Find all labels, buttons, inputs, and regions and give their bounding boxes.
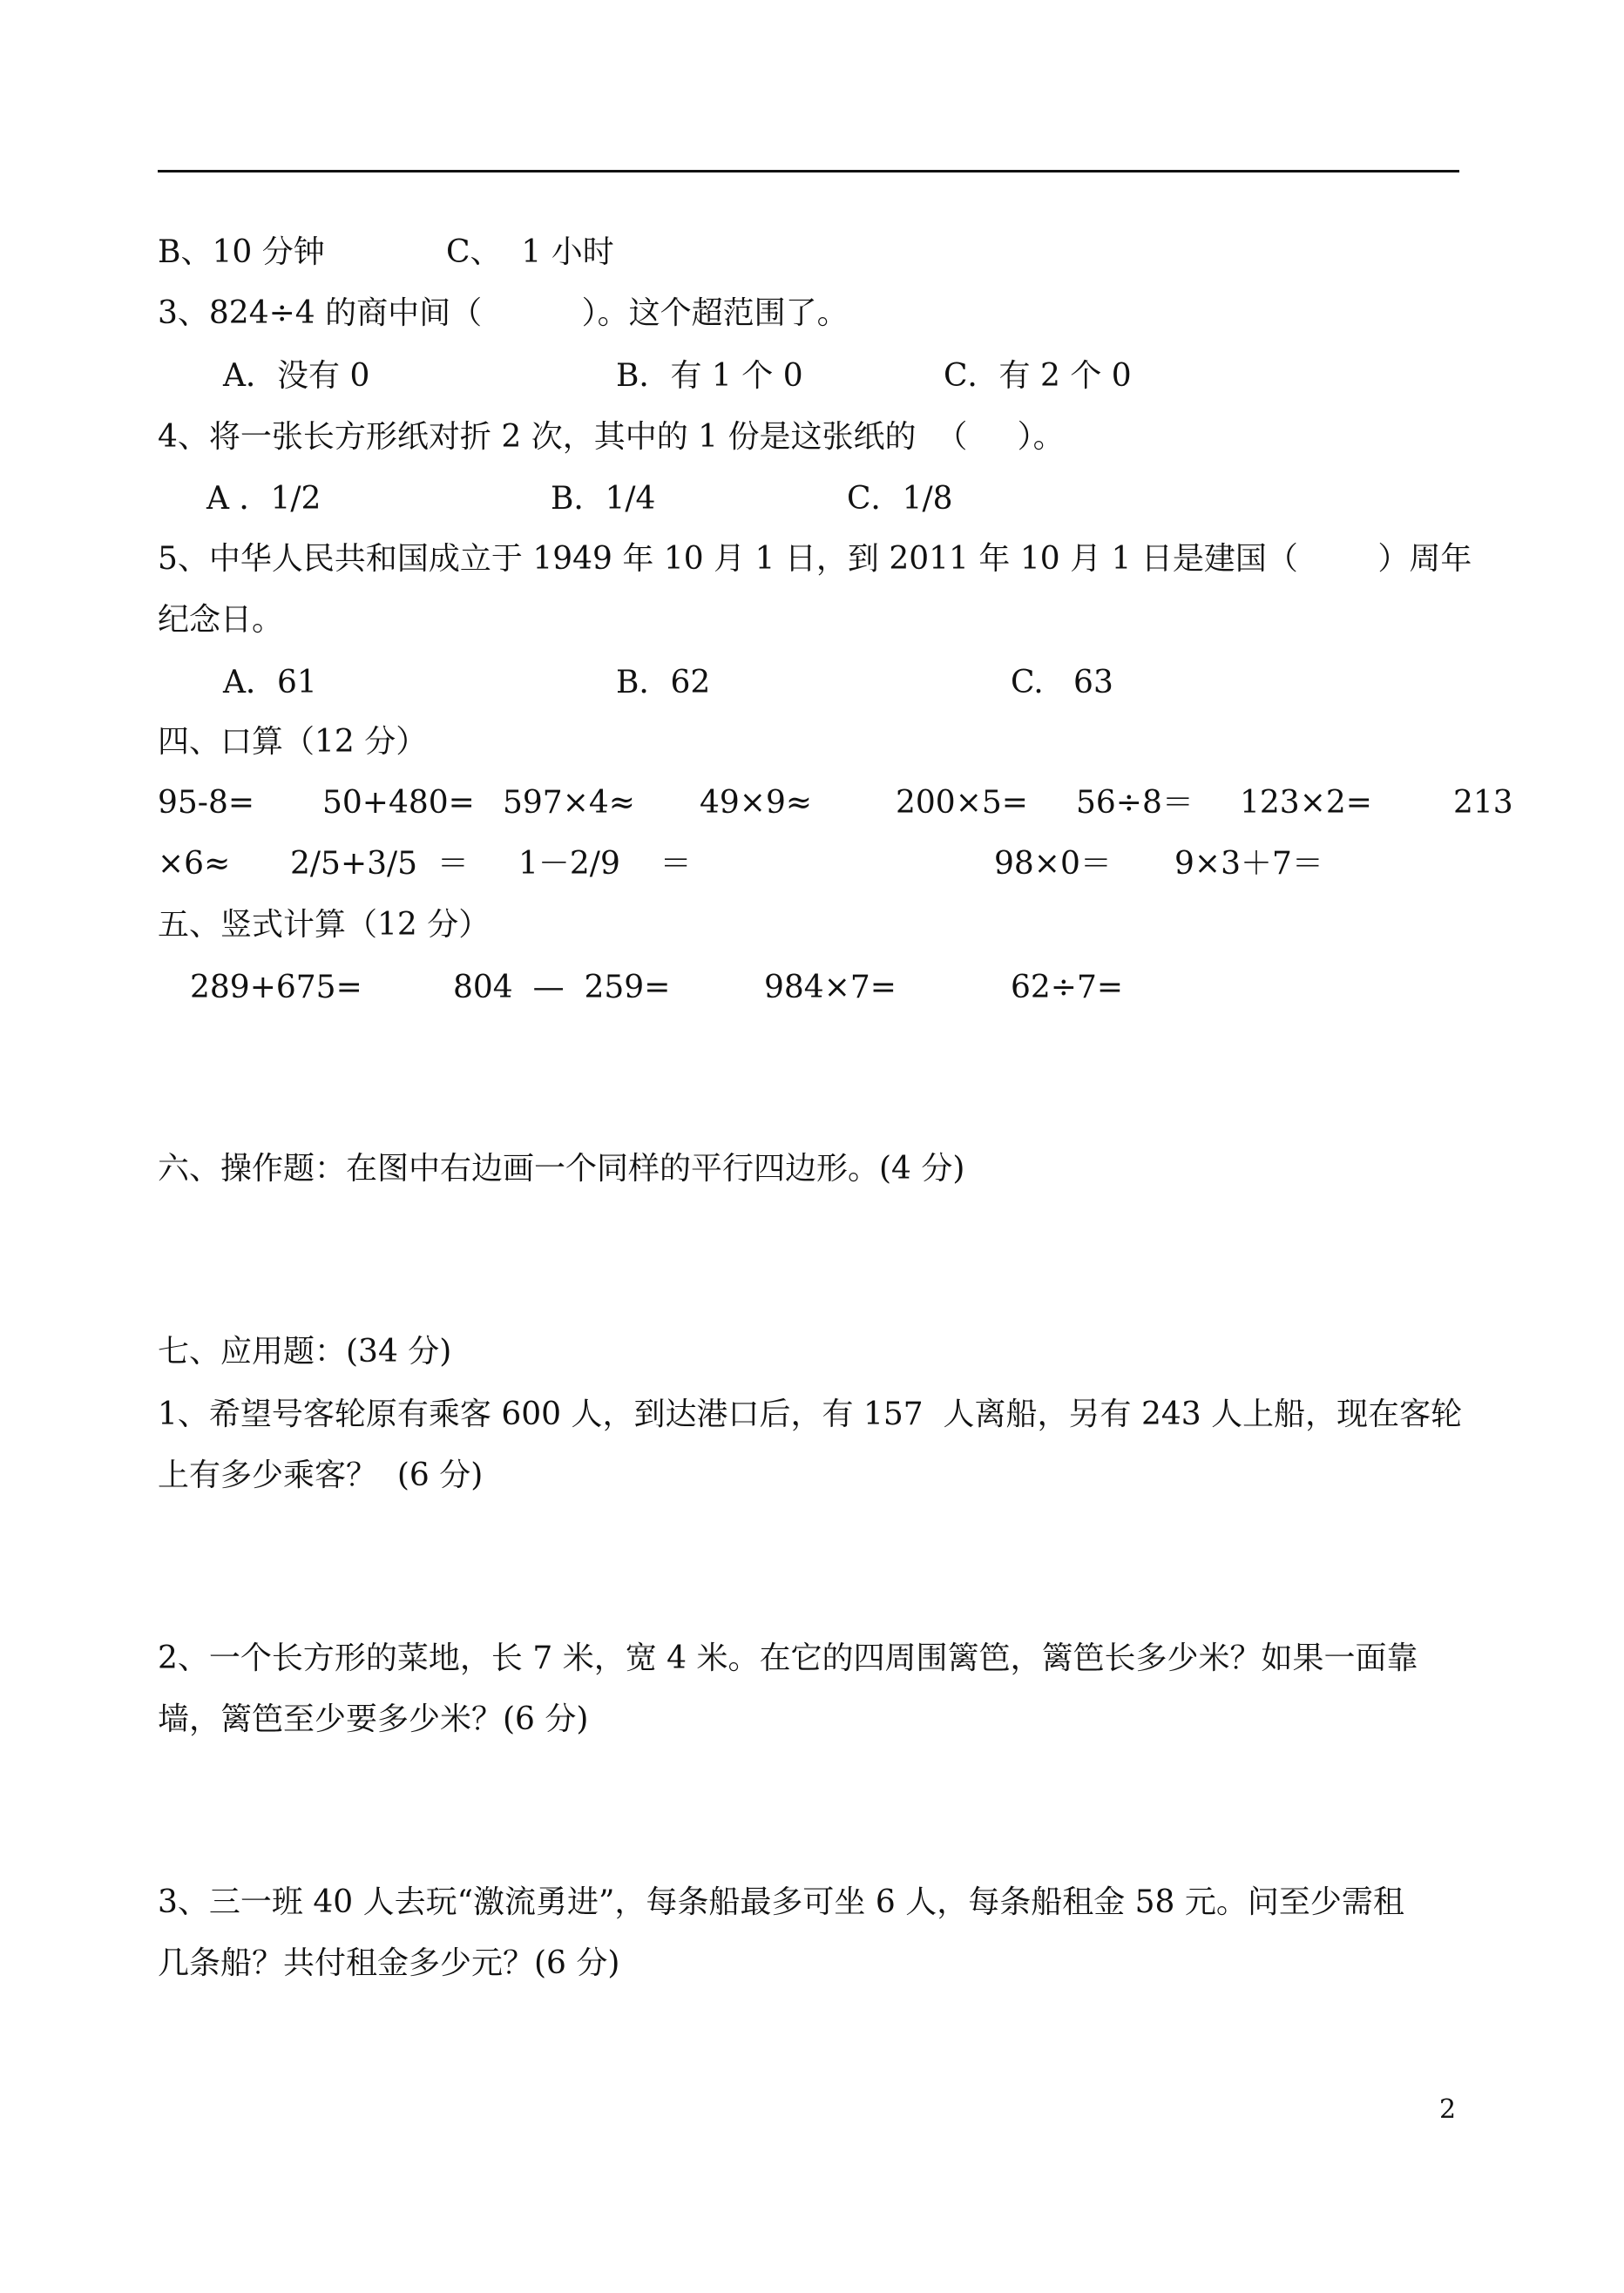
- application-question-3: 3、三一班 40 人去玩“激流勇进”，每条船最多可坐 6 人，每条船租金 58 元。问至少需租: [158, 1884, 1404, 1920]
- section-7-heading: 七、应用题：(34 分): [158, 1334, 452, 1370]
- oral-calc-item: 9×3＋7＝: [1174, 846, 1323, 882]
- oral-calc-item: ×6≈: [158, 846, 231, 882]
- oral-calc-item: 49×9≈: [700, 785, 813, 821]
- vertical-calc-item: 289+675=: [190, 970, 362, 1005]
- oral-calc-item: 95-8=: [158, 785, 255, 821]
- q2-option-c: C、 1 小时: [446, 234, 614, 270]
- section-4-heading: 四、口算（12 分）: [158, 724, 428, 760]
- application-question-1-cont: 上有多少乘客？ (6 分): [158, 1458, 484, 1493]
- application-question-2: 2、一个长方形的菜地，长 7 米，宽 4 米。在它的四周围篱笆，篱笆长多少米？如果一面靠: [158, 1640, 1418, 1676]
- oral-calc-item: 2/5+3/5 ＝: [290, 846, 469, 882]
- oral-calc-item: 50+480=: [322, 785, 475, 821]
- oral-calc-item: 200×5=: [896, 785, 1028, 821]
- q3-option-c: C．有 2 个 0: [944, 358, 1132, 394]
- application-question-1: 1、希望号客轮原有乘客 600 人，到达港口后，有 157 人离船，另有 243 人上船，现在客轮: [158, 1397, 1463, 1432]
- application-question-2-cont: 墙，篱笆至少要多少米？(6 分): [158, 1701, 589, 1737]
- question-3: 3、824÷4 的商中间（ ）。这个超范围了。: [158, 295, 849, 331]
- q5-option-c: C. 63: [1011, 665, 1113, 700]
- q5-option-a: A．61: [223, 665, 317, 700]
- oral-calc-item: 56÷8＝: [1076, 785, 1194, 821]
- q3-option-a: A．没有 0: [223, 358, 370, 394]
- question-4: 4、将一张长方形纸对折 2 次，其中的 1 份是这张纸的 （ ）。: [158, 419, 1065, 455]
- vertical-calc-item: 62÷7=: [1011, 970, 1124, 1005]
- oral-calc-item: 123×2=: [1240, 785, 1372, 821]
- q5-option-b: B．62: [616, 665, 711, 700]
- page-number: 2: [1439, 2094, 1457, 2125]
- section-5-heading: 五、竖式计算（12 分）: [158, 907, 491, 943]
- question-5-cont: 纪念日。: [158, 602, 284, 638]
- q4-option-a: A ．1/2: [206, 481, 321, 517]
- oral-calc-item: 213: [1453, 785, 1513, 821]
- application-question-3-cont: 几条船？共付租金多少元？(6 分): [158, 1945, 620, 1981]
- header-rule: [158, 170, 1459, 172]
- q4-option-c: C．1/8: [847, 481, 953, 517]
- vertical-calc-item: 984×7=: [764, 970, 897, 1005]
- question-5: 5、中华人民共和国成立于 1949 年 10 月 1 日，到 2011 年 10 月 1 日是建国（ ）周年: [158, 541, 1472, 577]
- oral-calc-item: 597×4≈: [503, 785, 635, 821]
- section-6-heading: 六、操作题：在图中右边画一个同样的平行四边形。(4 分): [158, 1151, 965, 1187]
- oral-calc-item: 98×0＝: [994, 846, 1112, 882]
- vertical-calc-item: 804 — 259=: [453, 970, 671, 1005]
- q4-option-b: B．1/4: [551, 481, 656, 517]
- q2-option-b: B、10 分钟: [158, 234, 325, 270]
- q3-option-b: B．有 1 个 0: [616, 358, 803, 394]
- oral-calc-item: 1－2/9 ＝: [518, 846, 692, 882]
